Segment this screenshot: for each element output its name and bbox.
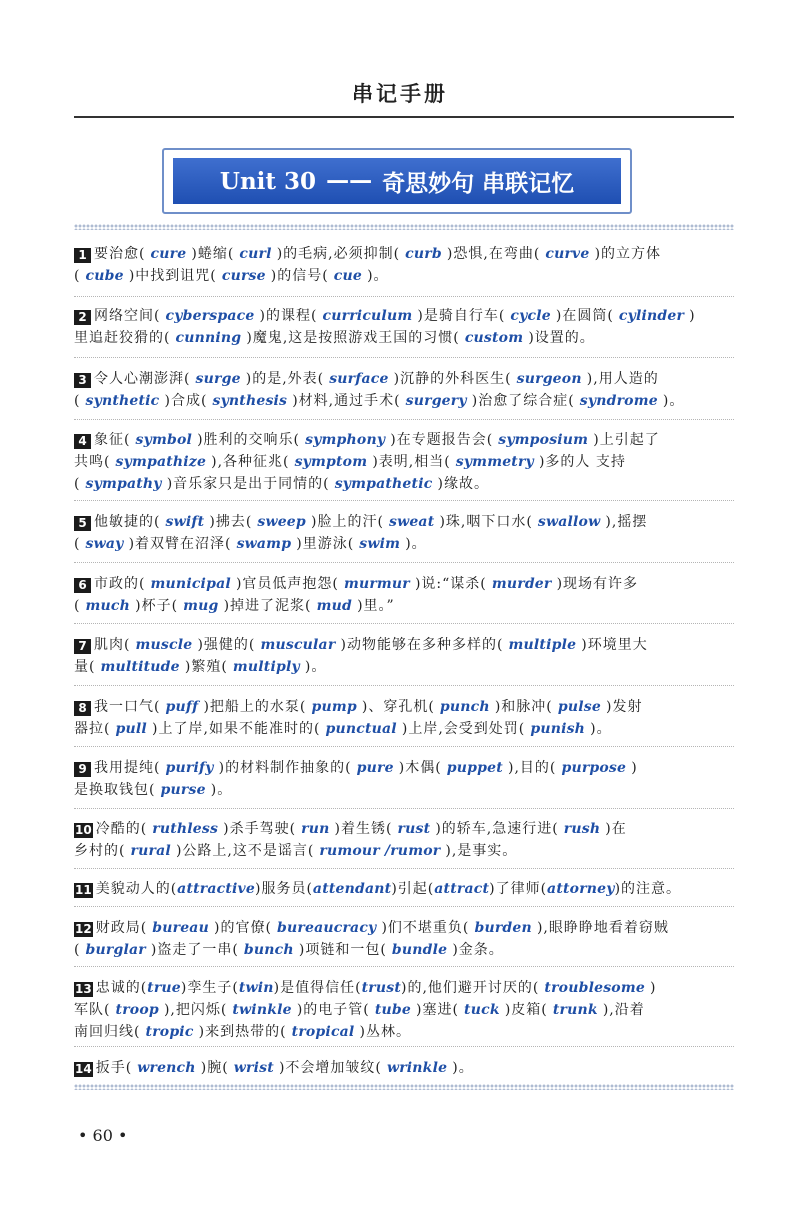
sentence-line <box>74 779 734 801</box>
chinese-text: )环境里大 <box>581 637 648 653</box>
english-word: run <box>296 821 335 837</box>
chinese-text: )掉进了泥浆( <box>223 598 312 614</box>
chinese-text: )着双臂在沼泽( <box>128 536 232 552</box>
chinese-text: )杯子( <box>135 598 179 614</box>
chinese-text: )塞进( <box>416 1002 459 1018</box>
item-number-badge: 11 <box>75 883 92 897</box>
english-word: puppet <box>441 760 508 776</box>
item-separator <box>74 966 734 967</box>
english-word: purpose <box>556 760 632 776</box>
english-word: muscular <box>255 637 341 653</box>
chinese-text: 令人心潮澎湃( <box>94 371 191 387</box>
english-word: surgeon <box>511 371 587 387</box>
chinese-text: )的信号( <box>270 268 329 284</box>
sentence-line <box>74 595 734 617</box>
sentence-line <box>74 243 734 265</box>
english-word: symposium <box>493 432 594 448</box>
chinese-text: )腕( <box>200 1060 229 1076</box>
sentence-item <box>74 634 734 678</box>
chinese-text: )在专题报告会( <box>390 432 494 448</box>
english-word: trust <box>361 980 401 996</box>
chinese-text: 他敏捷的( <box>94 514 161 530</box>
chinese-text: )。 <box>304 659 327 675</box>
item-number-badge: 13 <box>75 982 92 996</box>
chinese-text: )是骑自行车( <box>417 308 506 324</box>
item-separator <box>74 746 734 747</box>
english-word: curve <box>540 246 595 262</box>
chinese-text: )强健的( <box>197 637 256 653</box>
english-word: much <box>80 598 136 614</box>
page-number: • 60 • <box>78 1126 128 1145</box>
chinese-text: )动物能够在多种多样的( <box>340 637 504 653</box>
english-word: cube <box>80 268 129 284</box>
chinese-text: )音乐家只是出于同情的( <box>166 476 330 492</box>
chinese-text: )说:“谋杀( <box>414 576 487 592</box>
item-number-badge: 1 <box>74 248 91 263</box>
item-separator <box>74 685 734 686</box>
english-word: attorney <box>547 881 615 897</box>
english-word: pull <box>110 721 153 737</box>
sentence-line <box>74 634 734 656</box>
chinese-text: ),沿着 <box>602 1002 645 1018</box>
chinese-text: )盗走了一串( <box>150 942 239 958</box>
chinese-text: 冷酷的( <box>95 821 148 837</box>
english-word: rumour /rumor <box>314 843 446 859</box>
sentence-line <box>74 368 734 390</box>
english-word: punctual <box>320 721 402 737</box>
chinese-text: )蜷缩( <box>191 246 235 262</box>
chinese-text: )合成( <box>164 393 208 409</box>
english-word: pure <box>351 760 399 776</box>
sentence-line <box>74 1057 734 1079</box>
sentence-line <box>74 696 734 718</box>
chinese-text: )。 <box>452 1060 474 1076</box>
sentence-line <box>74 718 734 740</box>
english-word: synthesis <box>207 393 293 409</box>
chinese-text: )把船上的水泵( <box>203 699 307 715</box>
item-separator <box>74 562 734 563</box>
chinese-text: )胜利的交响乐( <box>197 432 301 448</box>
chinese-text: )的电子管( <box>296 1002 370 1018</box>
dotted-divider-top <box>74 224 734 230</box>
english-word: muscle <box>130 637 198 653</box>
sentence-item <box>74 243 734 287</box>
item-separator <box>74 868 734 869</box>
english-word: swallow <box>532 514 606 530</box>
chinese-text: ( <box>74 942 81 958</box>
sentence-line <box>74 1021 734 1043</box>
chinese-text: 里追赶狡猾的( <box>74 330 171 346</box>
chinese-text: )的官僚( <box>214 920 272 936</box>
english-word: punch <box>434 699 495 715</box>
english-word: wrinkle <box>381 1060 453 1076</box>
sentence-line <box>74 818 734 840</box>
english-word: trunk <box>547 1002 603 1018</box>
english-word: symbol <box>130 432 198 448</box>
chinese-text: ) <box>650 980 657 996</box>
english-word: sweat <box>383 514 440 530</box>
chinese-text: )材料,通过手术( <box>292 393 401 409</box>
english-word: swamp <box>231 536 297 552</box>
english-word: swift <box>160 514 210 530</box>
english-word: surface <box>324 371 394 387</box>
sentence-item <box>74 573 734 617</box>
chinese-text: 是换取钱包( <box>74 782 156 798</box>
english-word: murmur <box>338 576 415 592</box>
english-word: cure <box>145 246 192 262</box>
english-word: tuck <box>458 1002 505 1018</box>
english-word: sympathy <box>80 476 167 492</box>
chinese-text: )治愈了综合症( <box>471 393 575 409</box>
chinese-text: )公路上,这不是谣言( <box>175 843 315 859</box>
english-word: murder <box>486 576 557 592</box>
chinese-text: )项链和一包( <box>298 942 387 958</box>
chinese-text: )服务员( <box>254 881 313 897</box>
chinese-text: )在 <box>605 821 627 837</box>
running-head: 串记手册 <box>352 82 448 106</box>
chinese-text: )杀手驾驶( <box>223 821 297 837</box>
chinese-text: ),把闪烁( <box>163 1002 228 1018</box>
chinese-text: )丛林。 <box>359 1024 411 1040</box>
chinese-text: )里游泳( <box>296 536 355 552</box>
english-word: cylinder <box>613 308 690 324</box>
chinese-text: 南回归线( <box>74 1024 141 1040</box>
english-word: twinkle <box>227 1002 297 1018</box>
english-word: mug <box>178 598 224 614</box>
chinese-text: 共鸣( <box>74 454 111 470</box>
sentence-line <box>74 327 734 349</box>
english-word: swim <box>354 536 406 552</box>
english-word: twin <box>238 980 274 996</box>
english-word: purify <box>160 760 219 776</box>
item-separator <box>74 906 734 907</box>
chinese-text: )的轿车,急速行进( <box>435 821 559 837</box>
english-word: symptom <box>289 454 373 470</box>
english-word: wrench <box>132 1060 201 1076</box>
english-word: mud <box>311 598 358 614</box>
item-number-badge: 3 <box>74 373 91 388</box>
item-separator <box>74 357 734 358</box>
chinese-text: )的立方体 <box>594 246 662 262</box>
chinese-text: 忠诚的( <box>95 980 148 996</box>
header-rule <box>74 116 734 118</box>
unit-label: Unit 30 <box>219 167 317 195</box>
chinese-text: )魔鬼,这是按照游戏王国的习惯( <box>246 330 460 346</box>
english-word: cycle <box>505 308 556 324</box>
chinese-text: )。 <box>367 268 389 284</box>
sentence-item <box>74 977 734 1043</box>
sentence-line <box>74 917 734 939</box>
chinese-text: )、穿孔机( <box>361 699 435 715</box>
chinese-text: 市政的( <box>94 576 146 592</box>
english-word: attendant <box>312 881 392 897</box>
chinese-text: )和脉冲( <box>494 699 553 715</box>
sentence-item <box>74 368 734 412</box>
chinese-text: )皮箱( <box>504 1002 548 1018</box>
english-word: cunning <box>170 330 247 346</box>
english-word: sympathize <box>110 454 212 470</box>
chinese-text: ),摇摆 <box>605 514 648 530</box>
item-separator <box>74 419 734 420</box>
banner-dash: —— <box>326 168 373 194</box>
item-separator <box>74 296 734 297</box>
chinese-text: )。 <box>662 393 685 409</box>
sentence-line <box>74 999 734 1021</box>
chinese-text: )是值得信任( <box>273 980 362 996</box>
english-word: true <box>147 980 181 996</box>
chinese-text: 我一口气( <box>94 699 161 715</box>
chinese-text: )木偶( <box>398 760 442 776</box>
chinese-text: )的材料制作抽象的( <box>218 760 352 776</box>
item-separator <box>74 500 734 501</box>
chinese-text: 财政局( <box>95 920 148 936</box>
chinese-text: )。 <box>210 782 233 798</box>
item-number-badge: 8 <box>74 701 91 716</box>
chinese-text: ( <box>74 268 81 284</box>
english-word: pump <box>306 699 362 715</box>
chinese-text: )珠,咽下口水( <box>439 514 533 530</box>
chinese-text: )孪生子( <box>180 980 239 996</box>
english-word: pulse <box>552 699 607 715</box>
item-number-badge: 12 <box>75 922 92 936</box>
item-number-badge: 14 <box>75 1062 92 1076</box>
chinese-text: )多的人 支持 <box>538 454 626 470</box>
sentence-line <box>74 451 734 473</box>
sentence-item <box>74 917 734 961</box>
chinese-text: ),是事实。 <box>445 843 518 859</box>
chinese-text: ),目的( <box>508 760 557 776</box>
chinese-text: )脸上的汗( <box>310 514 384 530</box>
chinese-text: 美貌动人的( <box>95 881 178 897</box>
chinese-text: )沉静的外科医生( <box>393 371 512 387</box>
dotted-divider-bottom <box>74 1084 734 1090</box>
sentence-item <box>74 818 734 862</box>
sentence-line <box>74 878 734 900</box>
english-word: purse <box>155 782 211 798</box>
chinese-text: )官员低声抱怨( <box>235 576 339 592</box>
english-word: wrist <box>228 1060 279 1076</box>
chinese-text: 要治愈( <box>94 246 146 262</box>
item-number-badge: 6 <box>74 578 91 593</box>
sentence-line <box>74 939 734 961</box>
sentence-item <box>74 305 734 349</box>
sentence-line <box>74 265 734 287</box>
english-word: rust <box>392 821 436 837</box>
chinese-text: )的是,外表( <box>245 371 325 387</box>
english-word: bureaucracy <box>271 920 382 936</box>
chinese-text: ),用人造的 <box>586 371 659 387</box>
chinese-text: 网络空间( <box>94 308 161 324</box>
english-word: bureau <box>147 920 215 936</box>
chinese-text: )上了岸,如果不能准时的( <box>152 721 321 737</box>
sentence-item <box>74 1057 734 1079</box>
sentence-item <box>74 429 734 495</box>
english-word: multitude <box>95 659 185 675</box>
chinese-text: )繁殖( <box>184 659 228 675</box>
english-word: custom <box>459 330 529 346</box>
english-word: rush <box>558 821 606 837</box>
chinese-text: ),各种征兆( <box>211 454 290 470</box>
sentence-line <box>74 977 734 999</box>
chinese-text: )缘故。 <box>437 476 489 492</box>
chinese-text: )表明,相当( <box>372 454 451 470</box>
chinese-text: 器拉( <box>74 721 111 737</box>
english-word: multiply <box>227 659 305 675</box>
english-word: punish <box>525 721 591 737</box>
chinese-text: ( <box>74 393 81 409</box>
english-word: attract <box>434 881 490 897</box>
chinese-text: )来到热带的( <box>198 1024 287 1040</box>
item-number-badge: 2 <box>74 310 91 325</box>
sentence-line <box>74 429 734 451</box>
english-word: troop <box>110 1002 164 1018</box>
chinese-text: )拂去( <box>209 514 253 530</box>
chinese-text: )不会增加皱纹( <box>278 1060 382 1076</box>
sentence-line <box>74 305 734 327</box>
sentence-line <box>74 656 734 678</box>
english-word: curb <box>400 246 447 262</box>
chinese-text: )了律师( <box>489 881 548 897</box>
chinese-text: 肌肉( <box>94 637 131 653</box>
chinese-text: 我用提纯( <box>94 760 161 776</box>
sentence-line <box>74 757 734 779</box>
sentence-line <box>74 511 734 533</box>
chinese-text: )发射 <box>606 699 643 715</box>
english-word: tube <box>369 1002 417 1018</box>
chinese-text: 象征( <box>94 432 131 448</box>
item-number-badge: 4 <box>74 434 91 449</box>
item-number-badge: 7 <box>74 639 91 654</box>
chinese-text: ) <box>631 760 638 776</box>
english-word: multiple <box>503 637 582 653</box>
item-number-badge: 10 <box>75 823 92 837</box>
chinese-text: )的毛病,必须抑制( <box>276 246 401 262</box>
english-word: curl <box>234 246 277 262</box>
english-word: surgery <box>400 393 472 409</box>
chinese-text: )上岸,会受到处罚( <box>401 721 526 737</box>
chinese-text: )恐惧,在弯曲( <box>446 246 541 262</box>
english-word: symphony <box>300 432 391 448</box>
chinese-text: )现场有许多 <box>556 576 639 592</box>
english-word: puff <box>160 699 204 715</box>
chinese-text: ( <box>74 476 81 492</box>
banner-title: 奇思妙句 串联记忆 <box>382 170 575 197</box>
sentence-line <box>74 840 734 862</box>
chinese-text: )引起( <box>391 881 435 897</box>
chinese-text: )着生锈( <box>334 821 393 837</box>
english-word: burglar <box>80 942 151 958</box>
chinese-text: ( <box>74 536 81 552</box>
english-word: sway <box>80 536 129 552</box>
english-word: ruthless <box>147 821 224 837</box>
english-word: tropical <box>286 1024 360 1040</box>
english-word: sympathetic <box>329 476 438 492</box>
english-word: tropic <box>140 1024 199 1040</box>
english-word: symmetry <box>450 454 539 470</box>
sentence-item <box>74 696 734 740</box>
item-number-badge: 5 <box>74 516 91 531</box>
chinese-text: )中找到诅咒( <box>128 268 217 284</box>
english-word: municipal <box>145 576 236 592</box>
chinese-text: )。 <box>405 536 427 552</box>
sentence-item <box>74 511 734 555</box>
english-word: syndrome <box>574 393 663 409</box>
english-word: attractive <box>177 881 255 897</box>
unit-banner <box>162 148 632 214</box>
sentence-item <box>74 878 734 900</box>
english-word: bundle <box>386 942 453 958</box>
item-separator <box>74 808 734 809</box>
chinese-text: 量( <box>74 659 96 675</box>
item-separator <box>74 623 734 624</box>
english-word: surge <box>190 371 246 387</box>
sentence-line <box>74 473 734 495</box>
chinese-text: )的,他们避开讨厌的( <box>400 980 540 996</box>
sentence-line <box>74 533 734 555</box>
chinese-text: ( <box>74 598 81 614</box>
english-word: sweep <box>252 514 311 530</box>
english-word: cyberspace <box>160 308 260 324</box>
chinese-text: )在圆筒( <box>555 308 614 324</box>
chinese-text: 军队( <box>74 1002 111 1018</box>
chinese-text: 扳手( <box>95 1060 133 1076</box>
sentence-line <box>74 573 734 595</box>
chinese-text: )的课程( <box>259 308 318 324</box>
english-word: cue <box>328 268 368 284</box>
english-word: rural <box>125 843 176 859</box>
chinese-text: ) <box>689 308 696 324</box>
chinese-text: 乡村的( <box>74 843 126 859</box>
english-word: burden <box>469 920 537 936</box>
item-separator <box>74 1046 734 1047</box>
chinese-text: )的注意。 <box>614 881 682 897</box>
english-word: synthetic <box>80 393 165 409</box>
chinese-text: )金条。 <box>452 942 504 958</box>
english-word: troublesome <box>539 980 651 996</box>
english-word: curriculum <box>317 308 418 324</box>
chinese-text: ),眼睁睁地看着窃贼 <box>536 920 669 936</box>
unit-banner-band <box>173 158 621 204</box>
chinese-text: )设置的。 <box>528 330 595 346</box>
sentence-item <box>74 757 734 801</box>
chinese-text: )。 <box>590 721 612 737</box>
english-word: bunch <box>238 942 299 958</box>
english-word: curse <box>216 268 271 284</box>
chinese-text: )里。” <box>357 598 395 614</box>
sentence-line <box>74 390 734 412</box>
chinese-text: )们不堪重负( <box>381 920 470 936</box>
item-number-badge: 9 <box>74 762 91 777</box>
chinese-text: )上引起了 <box>593 432 660 448</box>
